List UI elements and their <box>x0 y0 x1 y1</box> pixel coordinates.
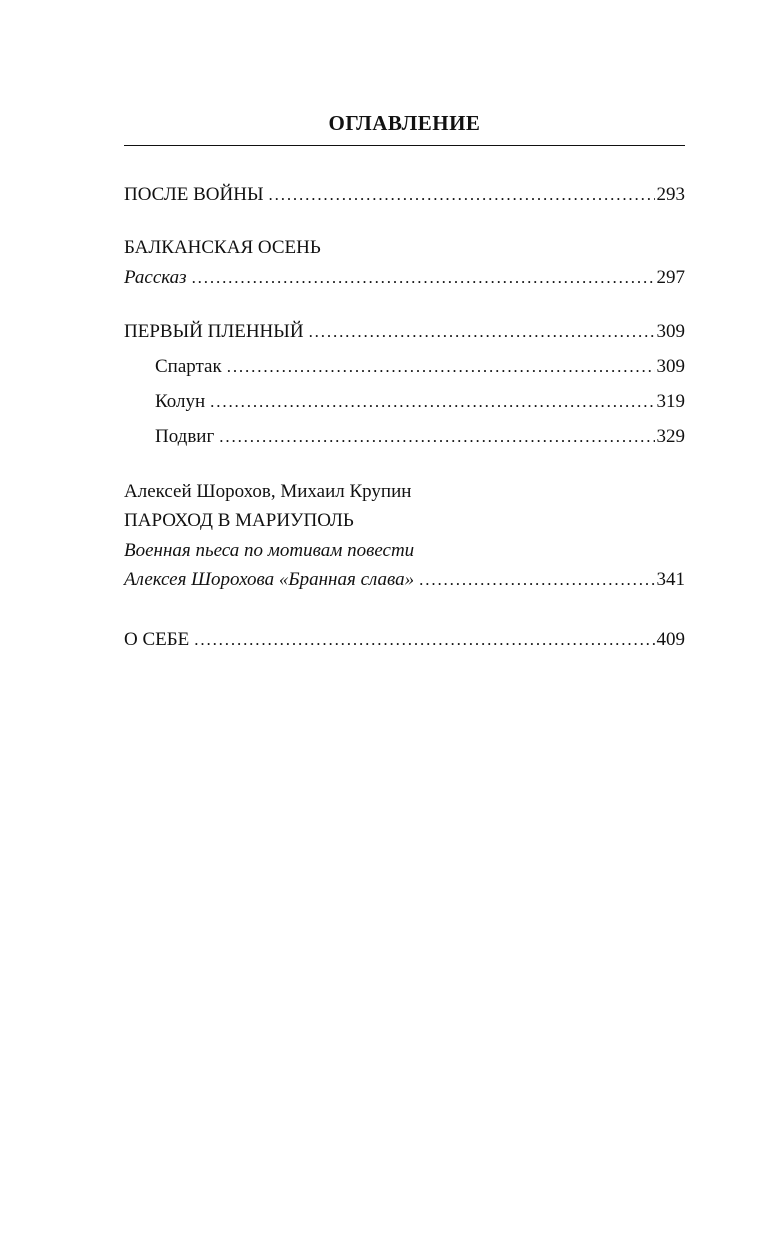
title-divider <box>124 145 685 146</box>
dot-leader <box>219 424 654 450</box>
toc-entry-page: 319 <box>656 391 685 412</box>
toc-entry-label: Колун <box>155 391 206 412</box>
dot-leader <box>269 182 655 208</box>
toc-entry-first-prisoner[interactable] <box>124 319 685 345</box>
toc-entry-label: Алексея Шорохова «Бранная слава» <box>124 569 415 590</box>
dot-leader <box>309 319 655 345</box>
toc-entry-label: ПОСЛЕ ВОЙНЫ <box>124 184 264 205</box>
toc-entry-steamer[interactable] <box>124 567 685 593</box>
toc-entry-page: 329 <box>656 426 685 447</box>
toc-subentry-kolun[interactable] <box>155 389 685 415</box>
toc-entry-balkan-story[interactable] <box>124 265 685 291</box>
toc-entry-after-war[interactable] <box>124 182 685 208</box>
toc-authors: Алексей Шорохов, Михаил Крупин <box>124 481 412 502</box>
toc-entry-page: 309 <box>656 321 685 342</box>
toc-section-heading: ПАРОХОД В МАРИУПОЛЬ <box>124 510 354 531</box>
toc-entry-about-self[interactable] <box>124 627 685 653</box>
toc-subentry-spartak[interactable] <box>155 354 685 380</box>
toc-subentry-podvig[interactable] <box>155 424 685 450</box>
toc-section-heading: БАЛКАНСКАЯ ОСЕНЬ <box>124 237 321 258</box>
dot-leader <box>210 389 654 415</box>
toc-title: ОГЛАВЛЕНИЕ <box>328 111 481 135</box>
toc-subtitle: Военная пьеса по мотивам повести <box>124 540 415 561</box>
toc-entry-label: Подвиг <box>155 426 215 447</box>
dot-leader <box>419 567 654 593</box>
toc-entry-page: 409 <box>656 629 685 650</box>
toc-entry-page: 309 <box>656 356 685 377</box>
toc-entry-label: Рассказ <box>124 267 187 288</box>
toc-entry-page: 293 <box>656 184 685 205</box>
toc-entry-label: ПЕРВЫЙ ПЛЕННЫЙ <box>124 321 304 342</box>
dot-leader <box>192 265 655 291</box>
dot-leader <box>227 354 655 380</box>
toc-entry-label: О СЕБЕ <box>124 629 190 650</box>
dot-leader <box>194 627 654 653</box>
toc-entry-label: Спартак <box>155 356 222 377</box>
toc-entry-page: 297 <box>656 267 685 288</box>
toc-entry-page: 341 <box>656 569 685 590</box>
